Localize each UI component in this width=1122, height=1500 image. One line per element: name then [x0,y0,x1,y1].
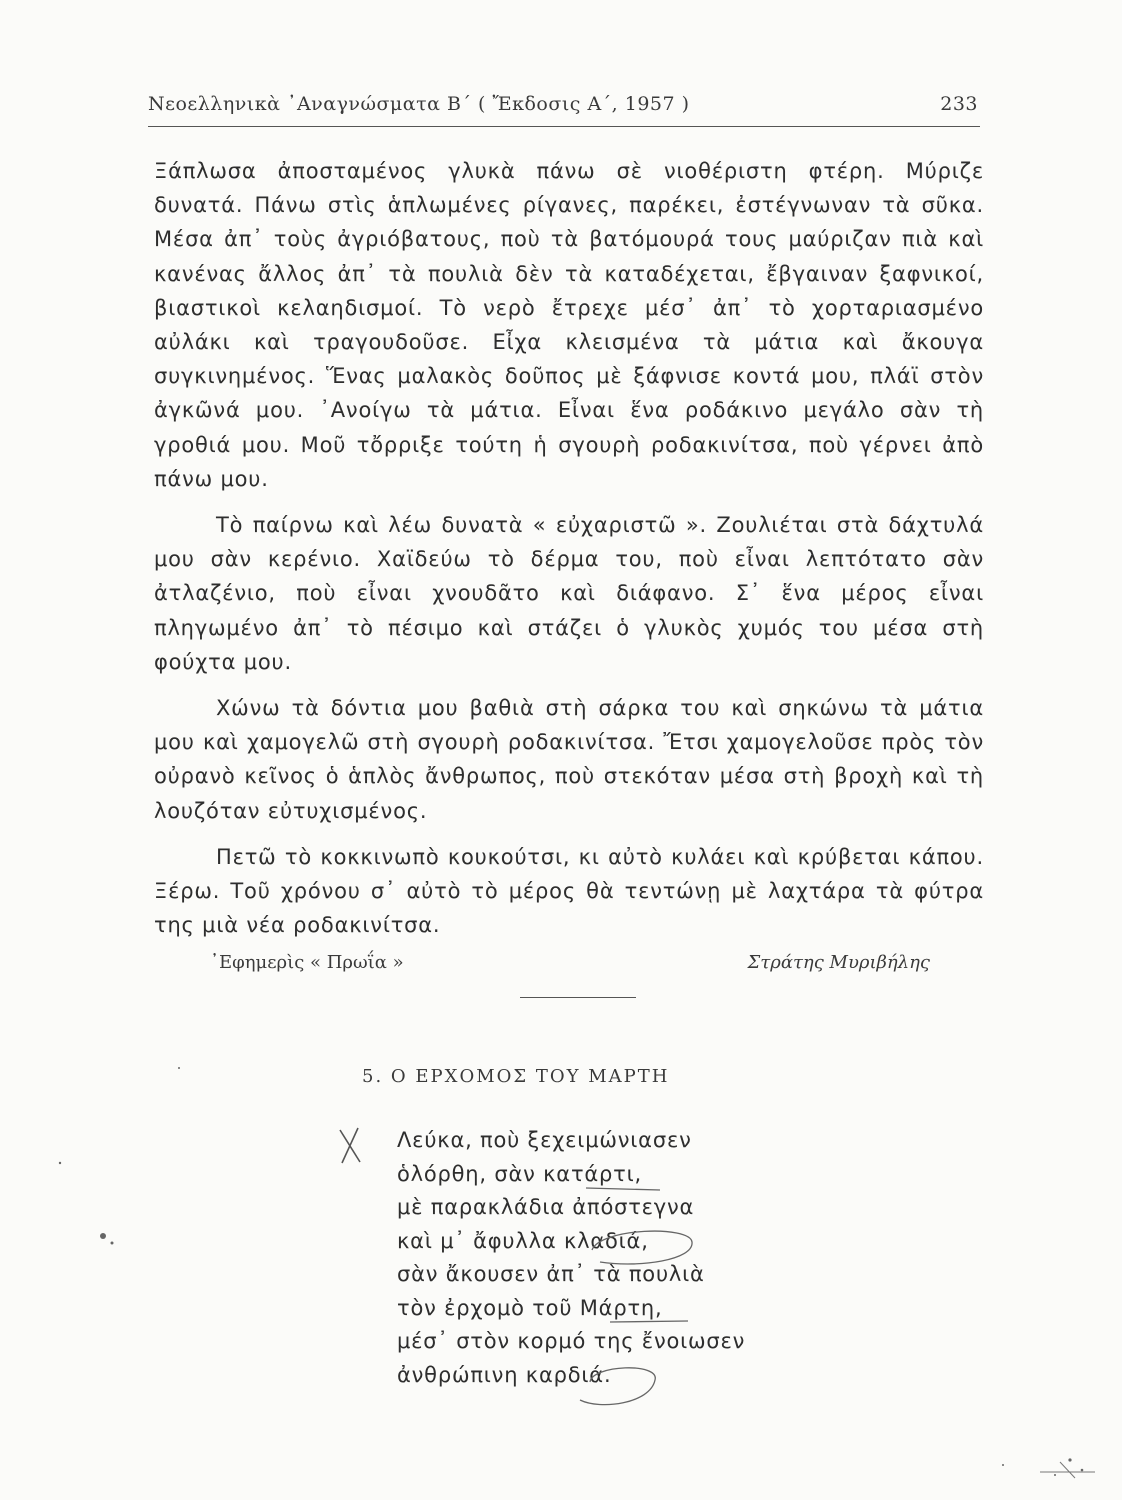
paragraph: Χώνω τὰ δόντια μου βαθιὰ στὴ σάρκα του καὶ σηκώνω τὰ μάτια μου καὶ χαμογελῶ στὴ σγουρὴ ροδακινίτσα. Ἔτσι χαμογελοῦσε πρὸς τὸν οὐρανὸ κεῖνος ὁ ἁπλὸς ἄνθρωπος, ποὺ στεκόταν μέσα στὴ βροχὴ καὶ τὴ λουζόταν εὐτυχισμένος. [154,696,984,823]
prose-body [154,154,984,954]
header-rule [148,126,980,127]
poem-line: ἀνθρώπινη καρδιά. [397,1362,612,1387]
attribution [210,952,930,982]
poem-body [397,1124,817,1392]
author-name: Στράτης Μυριβήλης [747,952,930,973]
page-header [148,93,978,125]
poem-line: μέσ᾿ στὸν κορμό της ἔνοιωσεν [397,1329,746,1353]
poem-line: Λεύκα, ποὺ ξεχειμώνιασεν [397,1128,692,1152]
paragraph: Πετῶ τὸ κοκκινωπὸ κουκούτσι, κι αὐτὸ κυλάει καὶ κρύβεται κάπου. Ξέρω. Τοῦ χρόνου σ᾿ αὐτὸ τὸ μέρος θὰ τεντώνῃ μὲ λαχτάρα τὰ φύτρα της μιὰ νέα ροδακινίτσα. [154,844,984,938]
poem-title: 5. Ο ΕΡΧΟΜΟΣ ΤΟΥ ΜΑΡΤΗ [362,1066,670,1087]
paragraph: Τὸ παίρνω καὶ λέω δυνατὰ « εὐχαριστῶ ». Ζουλιέται στὰ δάχτυλά μου σὰν κερένιο. Χαϊδεύω τὸ δέρμα του, ποὺ εἶναι λεπτότατο σὰν ἀτλαζένιο, ποὺ εἶναι χνουδᾶτο καὶ διάφανο. Σ᾿ ἕνα μέρος εἶναι πληγωμένο ἀπ᾿ τὸ πέσιμο καὶ στάζει ὁ γλυκὸς χυμός του μέσα στὴ φούχτα μου. [154,513,984,674]
stray-mark [1060,1462,1075,1478]
poem-line: καὶ μ᾿ ἄφυλλα κλαδιά, [397,1228,649,1253]
paragraph: Ξάπλωσα ἀποσταμένος γλυκὰ πάνω σὲ νιοθέριστη φτέρη. Μύριζε δυνατά. Πάνω στὶς ἁπλωμένες ρίγανες, παρέκει, ἐστέγνωναν τὰ σῦκα. Μέσα ἀπ᾿ τοὺς ἀγριόβατους, ποὺ τὰ βατόμουρά τους μαύριζαν πιὰ καὶ κανένας ἄλλος ἀπ᾿ τὰ πουλιὰ δὲν τὰ καταδέχεται, ἔβγαιναν ξαφνικοί, βιαστικοὶ κελαηδισμοί. Τὸ νερὸ ἔτρεχε μέσ᾿ ἀπ᾿ τὸ χορταριασμένο αὐλάκι καὶ τραγουδοῦσε. Εἶχα κλεισμένα τὰ μάτια καὶ ἄκουγα συγκινημένος. Ἕνας μαλακὸς δοῦπος μὲ ξάφνισε κοντά μου, πλάϊ στὸν ἀγκῶνά μου. ᾿Ανοίγω τὰ μάτια. Εἶναι ἕνα ροδάκινο μεγάλο σὰν τὴ γροθιά μου. Μοῦ τὄρριξε τούτη ἡ σγουρὴ ροδακινίτσα, ποὺ γέρνει ἀπὸ πάνω μου. [154,159,984,491]
poem-line: μὲ παρακλάδια ἀπόστεγνα [397,1195,695,1219]
poem-line: τὸν ἐρχομὸ τοῦ Μάρτη, [397,1295,663,1320]
poem-line: σὰν ἄκουσεν ἀπ᾿ τὰ πουλιὰ [397,1262,705,1286]
source-newspaper: ᾿Εφημερὶς « Πρωΐα » [210,952,404,973]
poem-line: ὁλόρθη, σὰν κατάρτι, [397,1161,642,1186]
page-number: 233 [940,93,978,115]
cross-mark [340,1128,360,1163]
section-separator [520,997,636,998]
running-title: Νεοελληνικὰ ᾿Αναγνώσματα Β´ ( Ἔκδοσις Α´, 1957 ) [148,93,690,115]
